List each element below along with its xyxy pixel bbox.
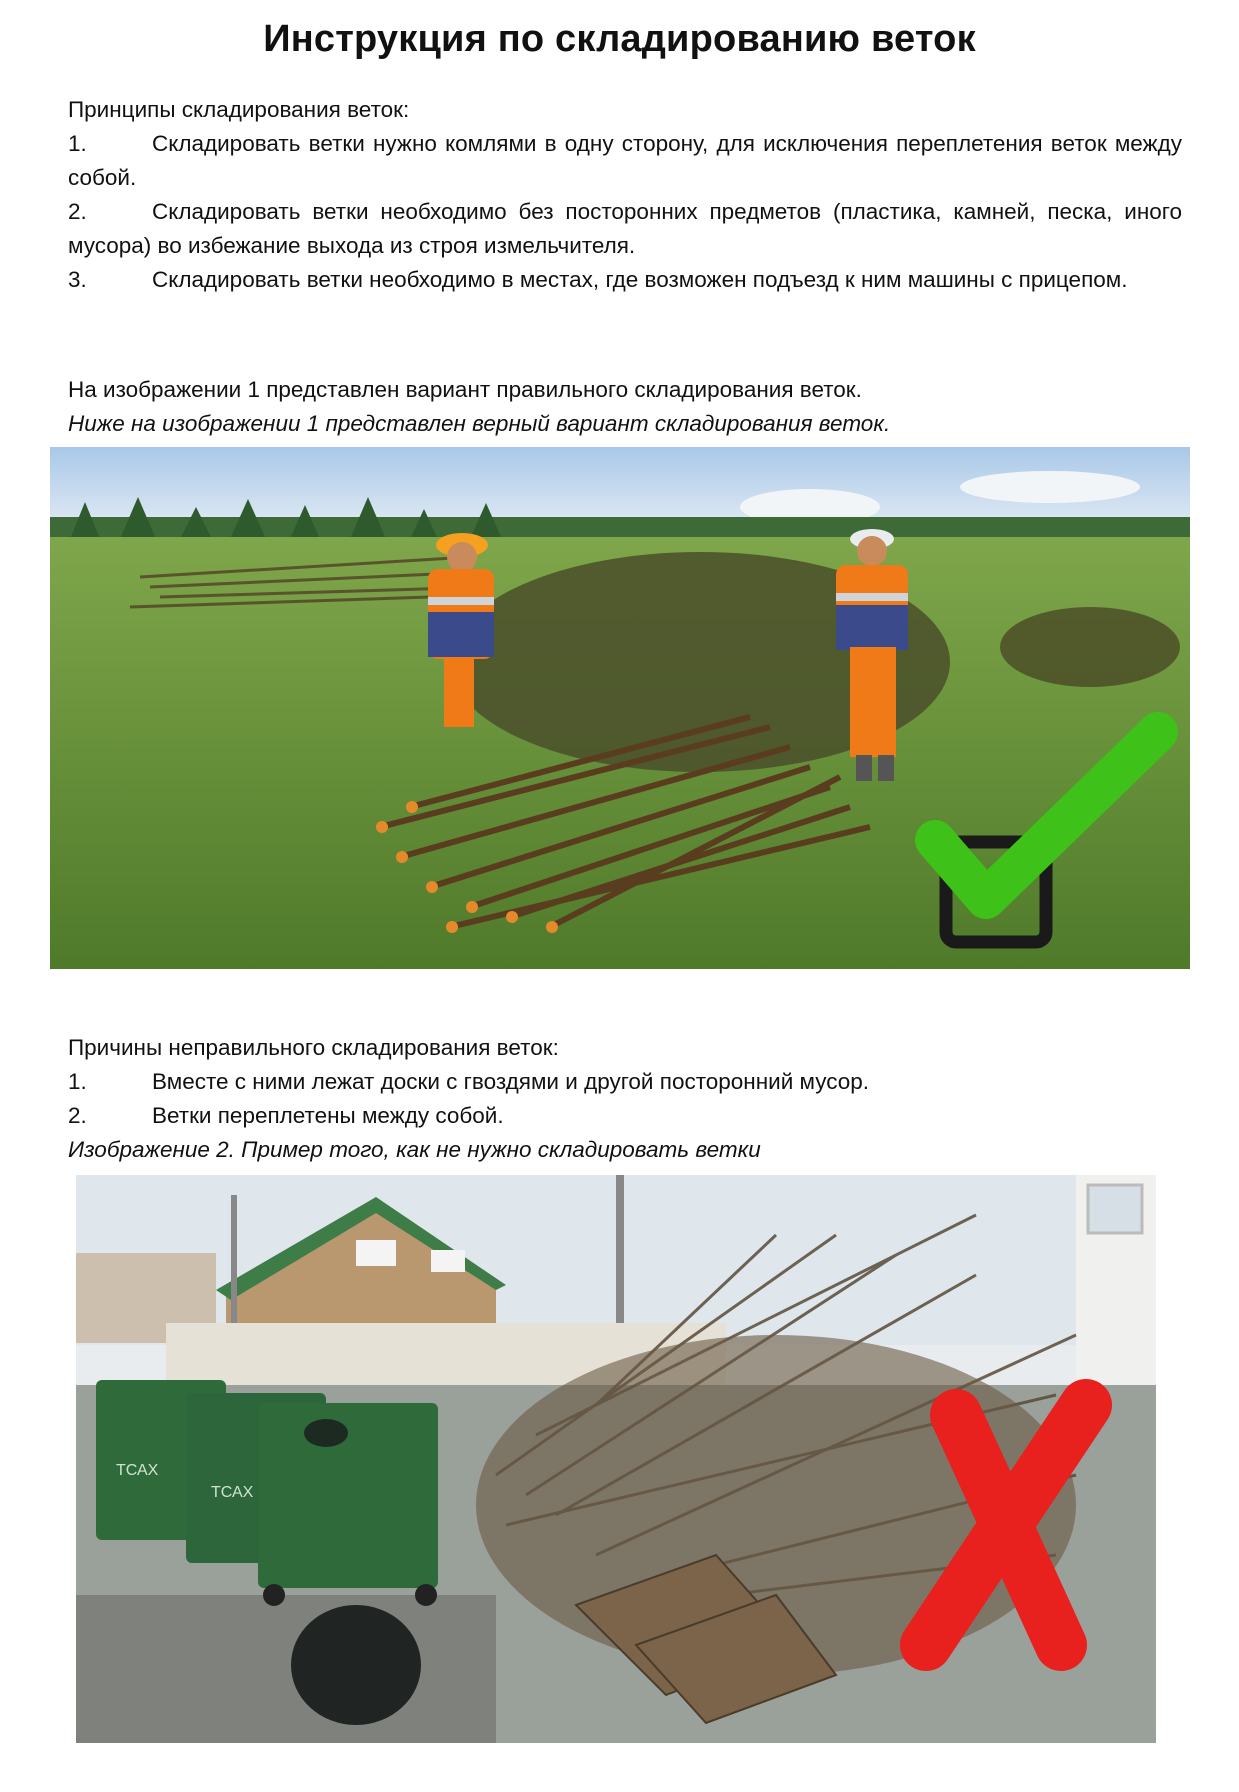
image2-caption: Изображение 2. Пример того, как не нужно складировать ветки xyxy=(68,1137,761,1162)
principle-item-1 xyxy=(68,127,1182,195)
reasons-heading: Причины неправильного складирования веток: xyxy=(68,1035,559,1060)
bin-label: ТСАХ xyxy=(116,1462,159,1479)
bin-label: ТСАХ xyxy=(211,1484,254,1501)
image1-captions xyxy=(68,373,1182,441)
reason-text: Вместе с ними лежат доски с гвоздями и другой посторонний мусор. xyxy=(152,1069,870,1094)
photo-correct-storage-drawing xyxy=(50,447,1190,969)
photo-incorrect-storage xyxy=(76,1175,1156,1743)
principle-text: Складировать ветки необходимо в местах, где возможен подъезд к ним машины с прицепом. xyxy=(152,267,1128,292)
reason-number: 1. xyxy=(68,1069,87,1094)
principle-number: 3. xyxy=(68,267,87,292)
photo-correct-storage xyxy=(50,447,1190,969)
principle-text: Складировать ветки нужно комлями в одну сторону, для исключения переплетения веток между собой. xyxy=(68,131,1182,190)
reasons-section xyxy=(68,1031,1182,1167)
principles-heading: Принципы складирования веток: xyxy=(68,97,410,122)
principle-number: 2. xyxy=(68,199,87,224)
principles-section xyxy=(68,93,1182,297)
principle-text: Складировать ветки необходимо без посторонних предметов (пластика, камней, песка, иного мусора) во избежание выхода из строя измельчителя. xyxy=(68,199,1182,258)
waste-bin-3 xyxy=(258,1403,438,1606)
page-title: Инструкция по складированию веток xyxy=(263,18,976,60)
reason-item-2 xyxy=(68,1099,1182,1133)
principle-item-3 xyxy=(68,263,1182,297)
photo-incorrect-storage-drawing xyxy=(76,1175,1156,1743)
reason-number: 2. xyxy=(68,1103,87,1128)
reason-text: Ветки переплетены между собой. xyxy=(152,1103,504,1128)
reason-item-1 xyxy=(68,1065,1182,1099)
principle-number: 1. xyxy=(68,131,87,156)
image1-caption-italic: Ниже на изображении 1 представлен верный вариант складирования веток. xyxy=(68,411,891,436)
principle-item-2 xyxy=(68,195,1182,263)
image1-caption: На изображении 1 представлен вариант правильного складирования веток. xyxy=(68,377,862,402)
